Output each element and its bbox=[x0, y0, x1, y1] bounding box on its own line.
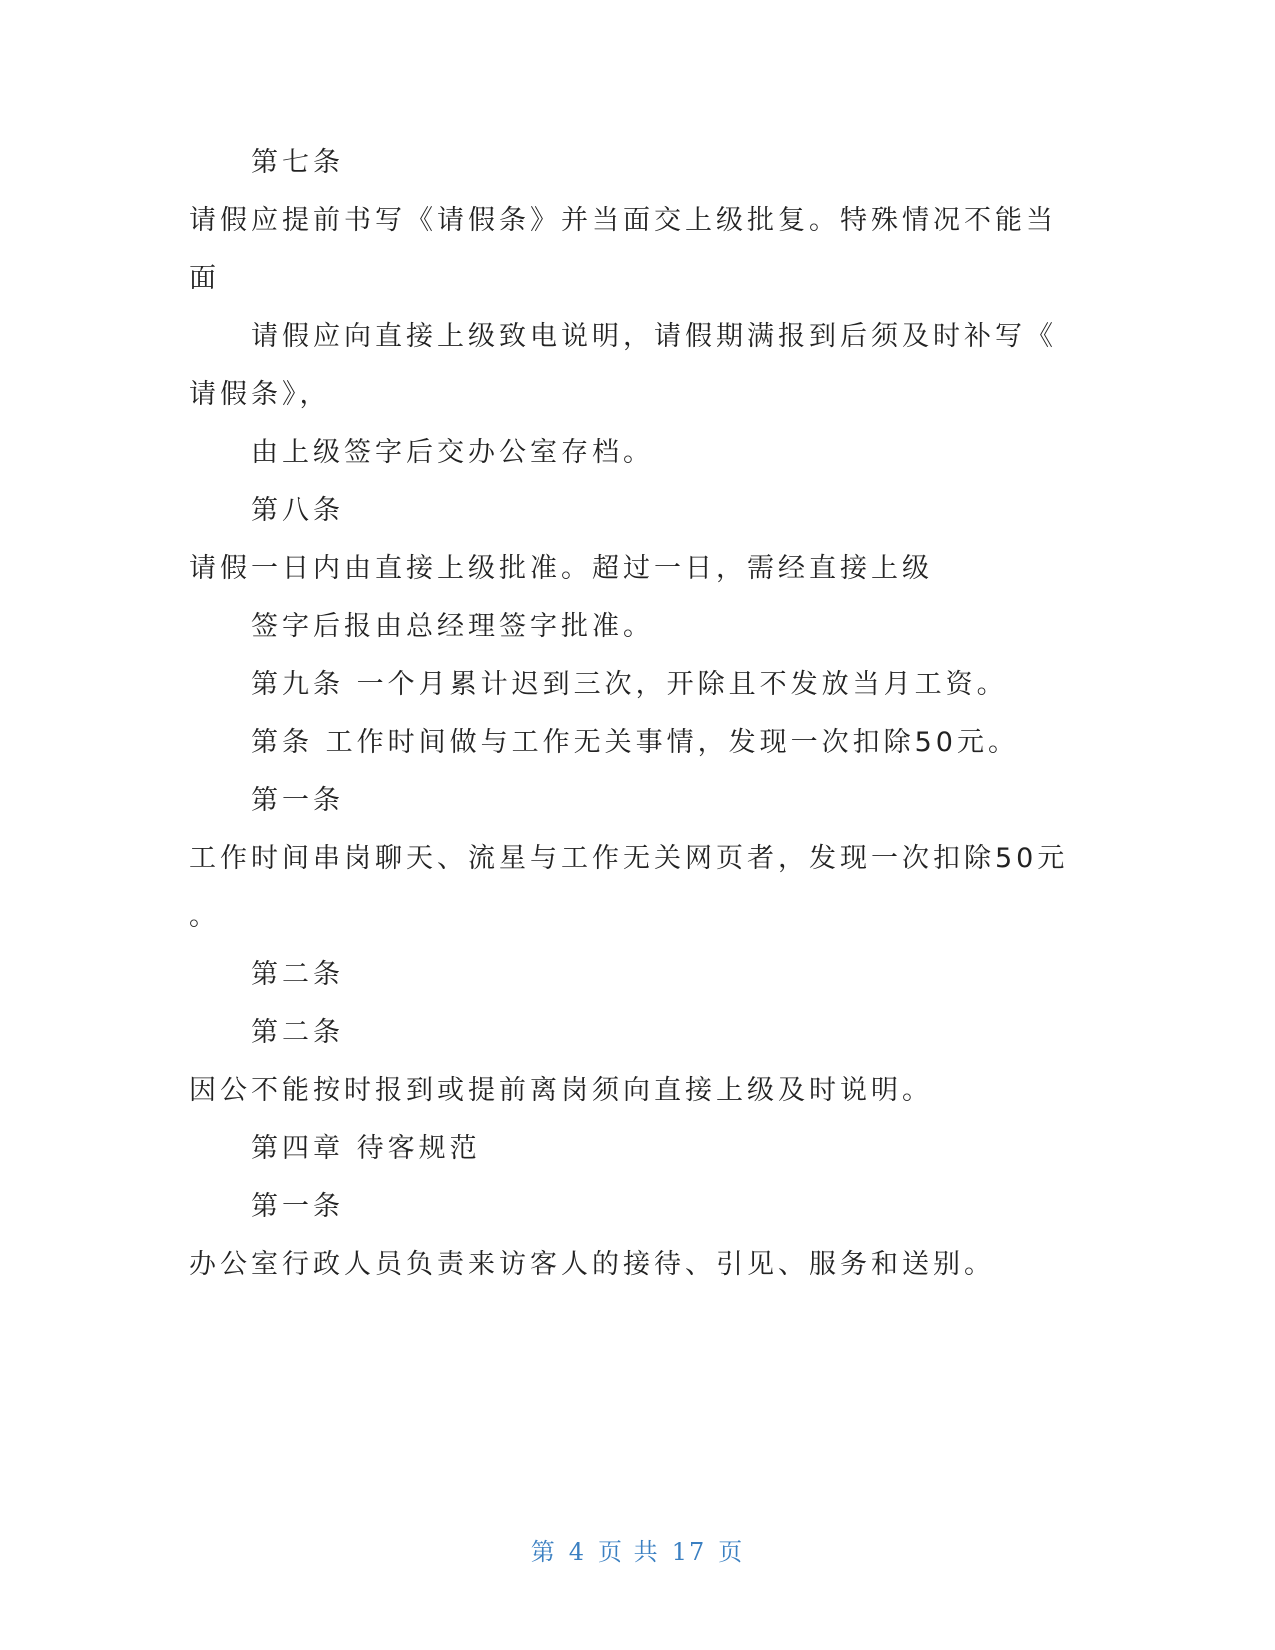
chapter-heading: 第四章 待客规范 bbox=[251, 1133, 481, 1164]
body-line: 由上级签字后交办公室存档。 bbox=[251, 437, 654, 468]
body-line: 请假条》， bbox=[189, 379, 331, 410]
footer-prefix: 第 bbox=[530, 1538, 557, 1566]
current-page-number: 4 bbox=[568, 1538, 587, 1566]
body-line: 办公室行政人员负责来访客人的接待、引见、服务和送别。 bbox=[189, 1249, 995, 1280]
body-line: 面 bbox=[189, 263, 220, 294]
article-heading: 第八条 bbox=[251, 495, 344, 526]
body-line: 请假应向直接上级致电说明，请假期满报到后须及时补写《 bbox=[251, 321, 1057, 352]
footer-middle: 页 共 bbox=[598, 1538, 660, 1566]
total-page-count: 17 bbox=[671, 1538, 707, 1566]
body-line: 第条 工作时间做与工作无关事情，发现一次扣除50元。 bbox=[251, 727, 1019, 758]
article-heading: 第七条 bbox=[251, 147, 344, 178]
body-line: 第九条 一个月累计迟到三次，开除且不发放当月工资。 bbox=[251, 669, 1008, 700]
article-heading: 第二条 bbox=[251, 1017, 344, 1048]
body-line: 因公不能按时报到或提前离岗须向直接上级及时说明。 bbox=[189, 1075, 933, 1106]
body-line: 签字后报由总经理签字批准。 bbox=[251, 611, 654, 642]
article-heading: 第一条 bbox=[251, 785, 344, 816]
page-footer bbox=[0, 1532, 1275, 1567]
footer-suffix: 页 bbox=[718, 1538, 745, 1566]
body-line: 。 bbox=[189, 901, 220, 932]
article-heading: 第一条 bbox=[251, 1191, 344, 1222]
article-heading: 第二条 bbox=[251, 959, 344, 990]
body-line: 工作时间串岗聊天、流星与工作无关网页者，发现一次扣除50元 bbox=[189, 843, 1069, 874]
body-line: 请假应提前书写《请假条》并当面交上级批复。特殊情况不能当 bbox=[189, 205, 1057, 236]
body-line: 请假一日内由直接上级批准。超过一日，需经直接上级 bbox=[189, 553, 933, 584]
